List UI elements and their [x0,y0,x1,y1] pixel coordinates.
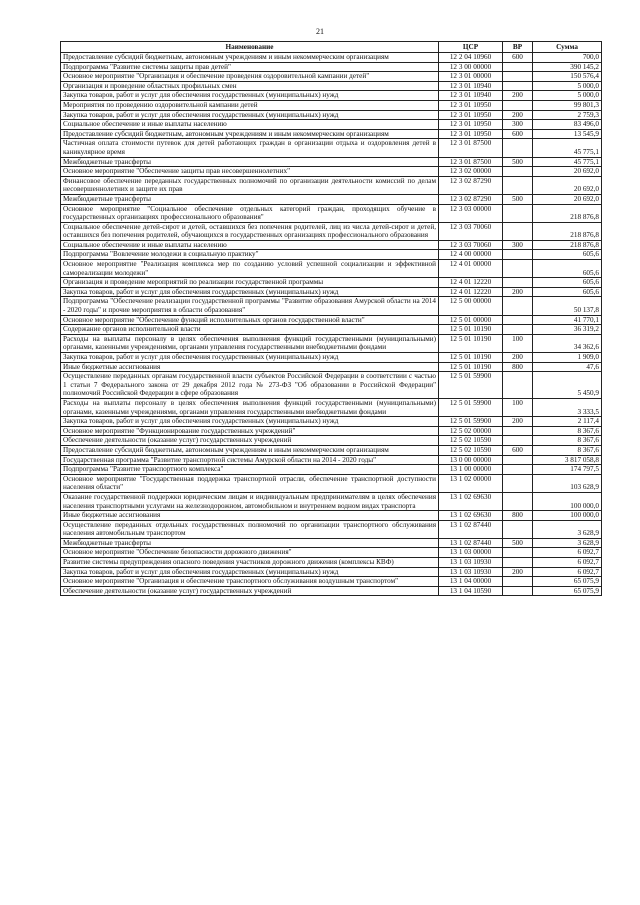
cell-name: Закупка товаров, работ и услуг для обеспечения государственных (муниципальных) нужд [61,287,439,297]
cell-vr [503,586,533,596]
cell-sum: 6 092,7 [533,567,602,577]
table-row [61,372,602,399]
cell-sum: 20 692,0 [533,176,602,194]
cell-name: Закупка товаров, работ и услуг для обеспечения государственных (муниципальных) нужд [61,567,439,577]
cell-sum: 100 000,0 [533,492,602,510]
cell-name: Обеспечение деятельности (оказание услуг) государственных учреждений [61,586,439,596]
cell-sum: 700,0 [533,53,602,63]
cell-vr [503,492,533,510]
cell-name: Содержание органов исполнительной власти [61,325,439,335]
cell-csr: 12 5 01 59900 [439,398,503,416]
table-row [61,204,602,222]
table-row [61,586,602,596]
cell-sum: 20 692,0 [533,194,602,204]
table-row [61,110,602,120]
cell-sum: 41 770,1 [533,315,602,325]
table-row [61,538,602,548]
cell-vr [503,548,533,558]
cell-csr: 12 5 01 10190 [439,334,503,352]
cell-name: Организация и проведение мероприятий по реализации государственной программы [61,278,439,288]
cell-name: Межбюджетные трансферты [61,538,439,548]
cell-name: Основное мероприятие "Функционирование государственных учреждений" [61,426,439,436]
table-row [61,398,602,416]
table-row [61,240,602,250]
cell-name: Основное мероприятие "Реализация комплекса мер по созданию условий успешной социализации и эффективной самореализации молодежи" [61,260,439,278]
cell-csr: 12 5 02 00000 [439,426,503,436]
cell-name: Расходы на выплаты персоналу в целях обеспечения выполнения функций государственными (муниципальными) органами, казенными учреждениями, органами управления государственными внебюджетными фондами [61,398,439,416]
table-row [61,287,602,297]
table-row [61,260,602,278]
cell-sum: 45 775,1 [533,157,602,167]
cell-name: Социальное обеспечение и иные выплаты населению [61,240,439,250]
cell-sum: 605,6 [533,250,602,260]
table-row [61,167,602,177]
cell-vr [503,81,533,91]
cell-name: Государственная программа "Развитие транспортной системы Амурской области на 2014 - 2020 годы" [61,455,439,465]
budget-table [60,41,602,596]
cell-name: Основное мероприятие "Обеспечение функций исполнительных органов государственной власти" [61,315,439,325]
cell-vr [503,260,533,278]
cell-sum: 1 909,0 [533,353,602,363]
cell-vr: 100 [503,398,533,416]
cell-sum: 8 367,6 [533,445,602,455]
cell-vr: 800 [503,362,533,372]
cell-csr: 12 3 02 87290 [439,176,503,194]
cell-sum: 174 797,5 [533,465,602,475]
cell-vr [503,520,533,538]
cell-name: Закупка товаров, работ и услуг для обеспечения государственных (муниципальных) нужд [61,353,439,363]
cell-csr: 12 4 01 12220 [439,287,503,297]
cell-sum: 50 137,8 [533,297,602,315]
table-row [61,100,602,110]
cell-csr: 13 1 02 69630 [439,492,503,510]
cell-csr: 13 1 03 00000 [439,548,503,558]
cell-vr [503,558,533,568]
table-row [61,577,602,587]
cell-sum: 3 628,9 [533,538,602,548]
table-row [61,91,602,101]
cell-sum: 2 759,3 [533,110,602,120]
cell-csr: 12 3 01 10950 [439,120,503,130]
cell-name: Межбюджетные трансферты [61,157,439,167]
cell-sum: 6 092,7 [533,558,602,568]
cell-csr: 13 1 02 69630 [439,511,503,521]
cell-csr: 12 5 02 10590 [439,445,503,455]
cell-csr: 12 4 01 00000 [439,260,503,278]
cell-csr: 12 3 01 00000 [439,72,503,82]
cell-csr: 13 1 03 10930 [439,558,503,568]
cell-sum: 5 450,9 [533,372,602,399]
cell-vr: 600 [503,445,533,455]
cell-csr: 12 3 03 70060 [439,240,503,250]
cell-csr: 12 3 00 00000 [439,62,503,72]
cell-vr [503,72,533,82]
table-row [61,157,602,167]
cell-sum: 34 362,6 [533,334,602,352]
cell-csr: 12 5 01 10190 [439,353,503,363]
cell-csr: 12 5 02 10590 [439,436,503,446]
cell-vr: 500 [503,157,533,167]
cell-vr: 600 [503,53,533,63]
cell-vr: 300 [503,240,533,250]
cell-sum: 150 576,4 [533,72,602,82]
table-row [61,426,602,436]
cell-name: Подпрограмма "Вовлечение молодежи в социальную практику" [61,250,439,260]
cell-csr: 12 3 03 00000 [439,204,503,222]
table-row [61,511,602,521]
cell-name: Иные бюджетные ассигнования [61,511,439,521]
cell-name: Иные бюджетные ассигнования [61,362,439,372]
cell-sum: 390 145,2 [533,62,602,72]
cell-vr [503,167,533,177]
cell-sum: 2 117,4 [533,417,602,427]
cell-name: Частичная оплата стоимости путевок для детей работающих граждан в организации отдыха и оздоровления детей в каникулярное время [61,139,439,157]
cell-sum: 3 628,9 [533,520,602,538]
cell-name: Развитие системы предупреждения опасного поведения участников дорожного движения (комплексы КВФ) [61,558,439,568]
cell-csr: 12 5 00 00000 [439,297,503,315]
cell-vr [503,278,533,288]
cell-vr [503,62,533,72]
table-row [61,492,602,510]
cell-csr: 13 1 02 87440 [439,520,503,538]
cell-name: Основное мероприятие "Социальное обеспечение отдельных категорий граждан, проходящих обучение в государственных организациях профессионального образования" [61,204,439,222]
cell-csr: 13 0 00 00000 [439,455,503,465]
cell-name: Основное мероприятие "Обеспечение безопасности дорожного движения" [61,548,439,558]
table-row [61,139,602,157]
cell-sum: 45 775,1 [533,139,602,157]
table-row [61,222,602,240]
cell-vr [503,325,533,335]
cell-sum: 36 319,2 [533,325,602,335]
cell-csr: 12 3 01 10950 [439,129,503,139]
table-row [61,129,602,139]
header-name: Наименование [61,42,439,53]
cell-csr: 12 3 01 10950 [439,100,503,110]
cell-vr [503,222,533,240]
cell-name: Осуществление переданных отдельных государственных полномочий по организации транспортного обслуживания населения автомобильным транспортом [61,520,439,538]
table-row [61,194,602,204]
table-row [61,417,602,427]
header-csr: ЦСР [439,42,503,53]
cell-csr: 12 5 01 59900 [439,417,503,427]
table-row [61,465,602,475]
cell-name: Расходы на выплаты персоналу в целях обеспечения выполнения функций государственными (муниципальными) органами, казенными учреждениями, органами управления государственными внебюджетными фондами [61,334,439,352]
cell-sum: 6 092,7 [533,548,602,558]
table-header-row [61,42,602,53]
cell-sum: 218 876,8 [533,240,602,250]
cell-sum: 103 628,9 [533,474,602,492]
cell-vr: 200 [503,567,533,577]
cell-sum: 5 000,0 [533,91,602,101]
cell-csr: 12 3 01 87500 [439,157,503,167]
cell-csr: 12 5 01 10190 [439,362,503,372]
header-sum: Сумма [533,42,602,53]
cell-sum: 65 075,9 [533,577,602,587]
table-row [61,567,602,577]
cell-name: Предоставление субсидий бюджетным, автономным учреждениям и иным некоммерческим организациям [61,445,439,455]
cell-name: Закупка товаров, работ и услуг для обеспечения государственных (муниципальных) нужд [61,91,439,101]
cell-csr: 13 1 04 00000 [439,577,503,587]
cell-sum: 100 000,0 [533,511,602,521]
cell-vr [503,315,533,325]
cell-name: Основное мероприятие "Организация и обеспечение проведения оздоровительной кампании детей" [61,72,439,82]
cell-name: Оказание государственной поддержки юридическим лицам и индивидуальным предпринимателям в целях обеспечения населения транспортными услугами на железнодорожном, автомобильном и внутреннем водном видах транспорта [61,492,439,510]
cell-vr [503,474,533,492]
table-row [61,315,602,325]
cell-vr [503,436,533,446]
cell-vr: 300 [503,120,533,130]
cell-name: Предоставление субсидий бюджетным, автономным учреждениям и иным некоммерческим организациям [61,53,439,63]
table-row [61,72,602,82]
cell-csr: 12 5 01 00000 [439,315,503,325]
cell-vr: 200 [503,287,533,297]
cell-vr [503,577,533,587]
cell-sum: 13 545,9 [533,129,602,139]
cell-csr: 12 4 01 12220 [439,278,503,288]
table-row [61,250,602,260]
cell-csr: 12 3 01 10940 [439,91,503,101]
cell-name: Предоставление субсидий бюджетным, автономным учреждениям и иным некоммерческим организациям [61,129,439,139]
cell-csr: 13 1 04 10590 [439,586,503,596]
cell-vr [503,204,533,222]
cell-name: Основное мероприятие "Организация и обеспечение транспортного обслуживания воздушным транспортом" [61,577,439,587]
cell-sum: 218 876,8 [533,222,602,240]
cell-name: Финансовое обеспечение переданных государственных полномочий по организации деятельности комиссий по делам несовершеннолетних и защите их прав [61,176,439,194]
cell-name: Социальное обеспечение детей-сирот и детей, оставшихся без попечения родителей, лиц из числа детей-сирот и детей, оставшихся без попечения родителей, обучающихся в государственных организациях профессионального образования [61,222,439,240]
cell-name: Осуществление переданных органам государственной власти субъектов Российской Федерации в соответствии с частью 1 статьи 7 Федерального закона от 29 декабря 2012 года № 273-ФЗ "Об образовании в Российской Федерации" полномочий Российской Федерации в сфере образования [61,372,439,399]
cell-name: Мероприятия по проведению оздоровительной кампании детей [61,100,439,110]
table-row [61,278,602,288]
cell-name: Межбюджетные трансферты [61,194,439,204]
cell-vr: 500 [503,538,533,548]
cell-csr: 13 1 00 00000 [439,465,503,475]
table-row [61,558,602,568]
cell-vr: 600 [503,129,533,139]
cell-vr: 800 [503,511,533,521]
cell-vr: 200 [503,91,533,101]
cell-vr [503,426,533,436]
cell-name: Подпрограмма "Развитие системы защиты прав детей" [61,62,439,72]
cell-csr: 13 1 02 00000 [439,474,503,492]
cell-csr: 12 3 03 70060 [439,222,503,240]
table-row [61,445,602,455]
cell-csr: 13 1 03 10930 [439,567,503,577]
cell-csr: 12 3 02 87290 [439,194,503,204]
table-row [61,81,602,91]
cell-sum: 8 367,6 [533,436,602,446]
cell-csr: 12 3 01 87500 [439,139,503,157]
cell-sum: 605,6 [533,287,602,297]
table-row [61,474,602,492]
table-row [61,297,602,315]
table-row [61,362,602,372]
cell-sum: 65 075,9 [533,586,602,596]
cell-vr [503,176,533,194]
table-row [61,120,602,130]
cell-sum: 47,6 [533,362,602,372]
cell-csr: 12 5 01 10190 [439,325,503,335]
cell-vr [503,250,533,260]
cell-sum: 605,6 [533,260,602,278]
cell-name: Закупка товаров, работ и услуг для обеспечения государственных (муниципальных) нужд [61,417,439,427]
cell-vr: 200 [503,353,533,363]
cell-vr [503,465,533,475]
cell-sum: 83 496,0 [533,120,602,130]
table-row [61,325,602,335]
cell-vr: 200 [503,417,533,427]
page-number: 21 [316,27,324,36]
cell-vr: 500 [503,194,533,204]
table-row [61,62,602,72]
cell-csr: 12 2 04 10960 [439,53,503,63]
table-row [61,53,602,63]
cell-name: Социальное обеспечение и иные выплаты населению [61,120,439,130]
table-row [61,548,602,558]
cell-name: Основное мероприятие "Государственная поддержка транспортной отрасли, обеспечение транспортной доступности населения области" [61,474,439,492]
table-row [61,176,602,194]
table-row [61,520,602,538]
cell-vr [503,372,533,399]
header-vr: ВР [503,42,533,53]
table-row [61,455,602,465]
cell-vr [503,100,533,110]
cell-csr: 12 3 01 10940 [439,81,503,91]
cell-vr [503,297,533,315]
table-row [61,436,602,446]
cell-vr [503,455,533,465]
cell-vr: 200 [503,110,533,120]
table-row [61,353,602,363]
cell-sum: 605,6 [533,278,602,288]
cell-csr: 12 3 02 00000 [439,167,503,177]
cell-name: Закупка товаров, работ и услуг для обеспечения государственных (муниципальных) нужд [61,110,439,120]
cell-name: Основное мероприятие "Обеспечение защиты прав несовершеннолетних" [61,167,439,177]
cell-csr: 13 1 02 87440 [439,538,503,548]
cell-sum: 20 692,0 [533,167,602,177]
cell-vr [503,139,533,157]
cell-name: Обеспечение деятельности (оказание услуг) государственных учреждений [61,436,439,446]
cell-name: Организация и проведение областных профильных смен [61,81,439,91]
cell-sum: 99 801,3 [533,100,602,110]
cell-csr: 12 4 00 00000 [439,250,503,260]
cell-sum: 8 367,6 [533,426,602,436]
cell-sum: 3 333,5 [533,398,602,416]
table-body [61,53,602,596]
cell-sum: 218 876,8 [533,204,602,222]
cell-csr: 12 3 01 10950 [439,110,503,120]
cell-vr: 100 [503,334,533,352]
cell-name: Подпрограмма "Развитие транспортного комплекса" [61,465,439,475]
cell-name: Подпрограмма "Обеспечение реализации государственной программы "Развитие образования Амурской области на 2014 - 2020 годы" и прочие мероприятия в области образования" [61,297,439,315]
cell-sum: 3 817 058,8 [533,455,602,465]
table-row [61,334,602,352]
cell-csr: 12 5 01 59900 [439,372,503,399]
cell-sum: 5 000,0 [533,81,602,91]
